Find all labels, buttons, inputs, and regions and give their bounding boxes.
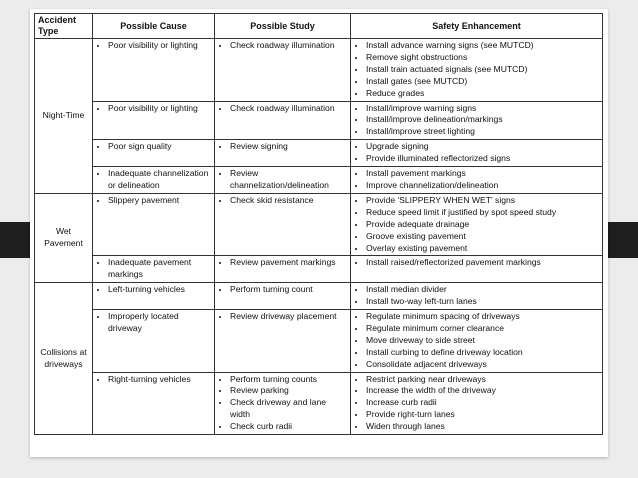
enhancement-item: • Provide illuminated reflectorized signs [366,153,599,165]
study-item: • Check driveway and lane width [230,397,347,421]
enhancement-item: • Reduce grades [366,88,599,100]
cause-item: • Slippery pavement [108,195,211,207]
study-list [218,168,347,192]
enhancement-item: • Install/improve street lighting [366,126,599,138]
accident-type-cell: Collisions at driveways [35,283,93,435]
enhancement-cell [351,39,603,102]
cause-list [96,40,211,52]
cause-cell [93,283,215,310]
study-cell [215,283,351,310]
study-list [218,284,347,296]
enhancement-item: • Remove sight obstructions [366,52,599,64]
enhancement-list [354,141,599,165]
cause-cell [93,193,215,256]
table-row [35,372,603,435]
cause-cell [93,372,215,435]
safety-countermeasure-table [34,13,603,435]
study-item: • Check roadway illumination [230,40,347,52]
cause-cell [93,140,215,167]
enhancement-item: • Provide 'SLIPPERY WHEN WET' signs [366,195,599,207]
cause-item: • Inadequate pavement markings [108,257,211,281]
cause-list [96,311,211,335]
header-possible-study: Possible Study [215,14,351,39]
cause-item: • Poor visibility or lighting [108,103,211,115]
study-item: • Check skid resistance [230,195,347,207]
enhancement-cell [351,101,603,140]
table-row [35,140,603,167]
study-list [218,103,347,115]
cause-list [96,257,211,281]
table-body [35,39,603,435]
slide-accent-band-left [0,222,30,258]
study-cell [215,256,351,283]
enhancement-item: • Install pavement markings [366,168,599,180]
study-cell [215,167,351,194]
study-item: • Review channelization/delineation [230,168,347,192]
study-cell [215,372,351,435]
cause-list [96,284,211,296]
header-accident-type: Accident Type [35,14,93,39]
study-list [218,40,347,52]
study-list [218,195,347,207]
enhancement-item: • Install/improve delineation/markings [366,114,599,126]
cause-list [96,168,211,192]
cause-item: • Poor sign quality [108,141,211,153]
cause-item: • Improperly located driveway [108,311,211,335]
study-item: • Review signing [230,141,347,153]
enhancement-item: • Provide right-turn lanes [366,409,599,421]
enhancement-item: • Install two-way left-turn lanes [366,296,599,308]
enhancement-cell [351,283,603,310]
enhancement-item: • Install gates (see MUTCD) [366,76,599,88]
study-list [218,141,347,153]
enhancement-list [354,40,599,100]
document-page [30,9,608,457]
study-item: • Review pavement markings [230,257,347,269]
enhancement-item: • Install train actuated signals (see MUTCD) [366,64,599,76]
study-list [218,374,347,434]
cause-cell [93,310,215,373]
enhancement-item: • Widen through lanes [366,421,599,433]
study-cell [215,140,351,167]
table-row [35,39,603,102]
table-row [35,283,603,310]
enhancement-item: • Overlay existing pavement [366,243,599,255]
enhancement-item: • Install curbing to define driveway location [366,347,599,359]
enhancement-item: • Install/improve warning signs [366,103,599,115]
enhancement-list [354,168,599,192]
study-cell [215,39,351,102]
study-item: • Review driveway placement [230,311,347,323]
enhancement-item: • Groove existing pavement [366,231,599,243]
enhancement-cell [351,372,603,435]
enhancement-item: • Restrict parking near driveways [366,374,599,386]
header-possible-cause: Possible Cause [93,14,215,39]
enhancement-item: • Install median divider [366,284,599,296]
cause-cell [93,256,215,283]
study-cell [215,310,351,373]
enhancement-item: • Increase curb radii [366,397,599,409]
enhancement-item: • Upgrade signing [366,141,599,153]
table-row [35,256,603,283]
cause-list [96,374,211,386]
study-list [218,257,347,269]
enhancement-cell [351,256,603,283]
enhancement-item: • Install raised/reflectorized pavement markings [366,257,599,269]
cause-list [96,195,211,207]
slide-accent-band-right [608,222,638,258]
enhancement-item: • Increase the width of the driveway [366,385,599,397]
cause-item: • Inadequate channelization or delineation [108,168,211,192]
enhancement-item: • Consolidate adjacent driveways [366,359,599,371]
enhancement-list [354,311,599,371]
enhancement-list [354,195,599,255]
cause-list [96,141,211,153]
enhancement-item: • Regulate minimum spacing of driveways [366,311,599,323]
study-cell [215,193,351,256]
cause-cell [93,101,215,140]
enhancement-cell [351,193,603,256]
enhancement-item: • Provide adequate drainage [366,219,599,231]
study-item: • Perform turning count [230,284,347,296]
enhancement-list [354,257,599,269]
table-row [35,193,603,256]
enhancement-item: • Improve channelization/delineation [366,180,599,192]
enhancement-list [354,284,599,308]
enhancement-cell [351,167,603,194]
cause-cell [93,39,215,102]
enhancement-list [354,374,599,434]
study-item: • Check roadway illumination [230,103,347,115]
table-row [35,101,603,140]
enhancement-cell [351,140,603,167]
study-item: • Review parking [230,385,347,397]
table-header-row [35,14,603,39]
table-row [35,167,603,194]
study-cell [215,101,351,140]
study-list [218,311,347,323]
enhancement-item: • Reduce speed limit if justified by spot speed study [366,207,599,219]
cause-list [96,103,211,115]
enhancement-item: • Move driveway to side street [366,335,599,347]
cause-item: • Left-turning vehicles [108,284,211,296]
cause-item: • Right-turning vehicles [108,374,211,386]
accident-type-cell: Wet Pavement [35,193,93,282]
header-safety-enhancement: Safety Enhancement [351,14,603,39]
study-item: • Perform turning counts [230,374,347,386]
enhancement-cell [351,310,603,373]
enhancement-item: • Regulate minimum corner clearance [366,323,599,335]
accident-type-cell: Night-Time [35,39,93,194]
enhancement-list [354,103,599,139]
cause-item: • Poor visibility or lighting [108,40,211,52]
table-row [35,310,603,373]
enhancement-item: • Install advance warning signs (see MUTCD) [366,40,599,52]
study-item: • Check curb radii [230,421,347,433]
cause-cell [93,167,215,194]
